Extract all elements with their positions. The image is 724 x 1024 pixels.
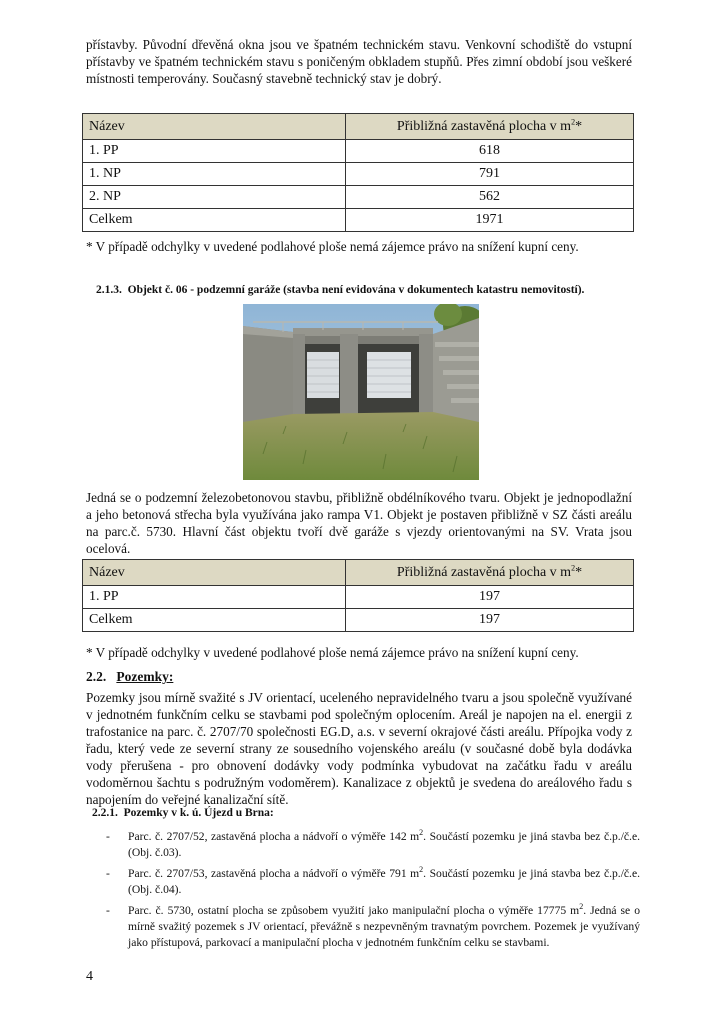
garage-photo: [243, 304, 479, 480]
table-header-row: [83, 560, 634, 586]
list-item: - Parc. č. 2707/53, zastavěná plocha a nádvoří o výměře 791 $m^2$. Součástí pozemku je jiná stavba bez č.p./č.e. (Obj. č.04).: [106, 865, 640, 896]
table-row: 1. NP 791: [83, 163, 634, 186]
pozemky-paragraph: Pozemky jsou mírně svažité s JV orientací, uceleného nepravidelného tvaru a jsou společně využívané v jednotném funkčním celku se stavbami pod společným oplocením. Areál je napojen na el. energii z trafostanice na parc. č. 2707/70 společnosti EG.D, a.s. v severní okrajové části areálu. Přípojka vody z řadu, který vede ze severní strany ze sousedního vojenského areálu (v současné době byla dodávka vody přerušena - pro obnovení dodávky vody podmínka vybudovat na začátku řadu v areálu vodoměrnou šachtu s podružným vodoměrem). Kanalizace z objektů je svedena do areálového řadu s napojením do veřejné kanalizační sítě.: [86, 690, 632, 807]
table-header-row: [83, 114, 634, 140]
column-header-name: Název: [83, 114, 346, 140]
column-header-area: Přibližná zastavěná plocha v $m^2*$: [346, 114, 634, 140]
list-item: - Parc. č. 2707/52, zastavěná plocha a nádvoří o výměře 142 $m^2$. Součástí pozemku je jiná stavba bez č.p./č.e. (Obj. č.03).: [106, 828, 640, 859]
garage-description-paragraph: Jedná se o podzemní železobetonovou stavbu, přibližně obdélníkového tvaru. Objekt je jednopodlažní a jeho betonová střecha byla využívána jako rampa V1. Objekt je postaven přibližně v SZ části areálu na parc.č. 5730. Hlavní část objektu tvoří dvě garáže s vjezdy orientovanými na SV. Vrata jsou ocelová.: [86, 490, 632, 556]
intro-paragraph: přístavby. Původní dřevěná okna jsou ve špatném technickém stavu. Venkovní schodiště do vstupní přístavby ve špatném technickém stavu s poničeným obkladem stupňů. Přes zimní období jsou veškeré místnosti temperovány. Současný stavebně technický stav je dobrý.: [86, 37, 632, 86]
footnote-1: * V případě odchylky v uvedené podlahové ploše nemá zájemce právo na snížení kupní ceny.: [86, 239, 579, 254]
table-row: Celkem 1971: [83, 209, 634, 232]
table-row: 2. NP 562: [83, 186, 634, 209]
table-row: 1. PP 197: [83, 586, 634, 609]
table-row: Celkem 197: [83, 609, 634, 632]
floor-area-table-2: [82, 559, 634, 632]
section-heading-2-2: 2.2. Pozemky:: [86, 669, 174, 684]
footnote-2: * V případě odchylky v uvedené podlahové ploše nemá zájemce právo na snížení kupní ceny.: [86, 645, 579, 660]
floor-area-table-1: [82, 113, 634, 232]
column-header-name: Název: [83, 560, 346, 586]
list-item: - Parc. č. 5730, ostatní plocha se způsobem využití jako manipulační plocha o výměře 17775 $m^2$. Jedná se o mírně svažitý pozemek s JV orientací, převážně s nezpevněným travnatým povrchem. Pozemek je využívaný jako přístupová, parkovací a manipulační plocha v jednotném funkčním celku se stavbami.: [106, 902, 640, 949]
section-heading-2-2-1: 2.2.1. Pozemky v k. ú. Újezd u Brna:: [92, 807, 274, 819]
page-number: 4: [86, 969, 93, 984]
table-row: 1. PP 618: [83, 140, 634, 163]
column-header-area: Přibližná zastavěná plocha v $m^2*$: [346, 560, 634, 586]
section-heading-2-1-3: 2.1.3. Objekt č. 06 - podzemní garáže (stavba není evidována v dokumentech katastru nemovitostí).: [96, 284, 585, 296]
